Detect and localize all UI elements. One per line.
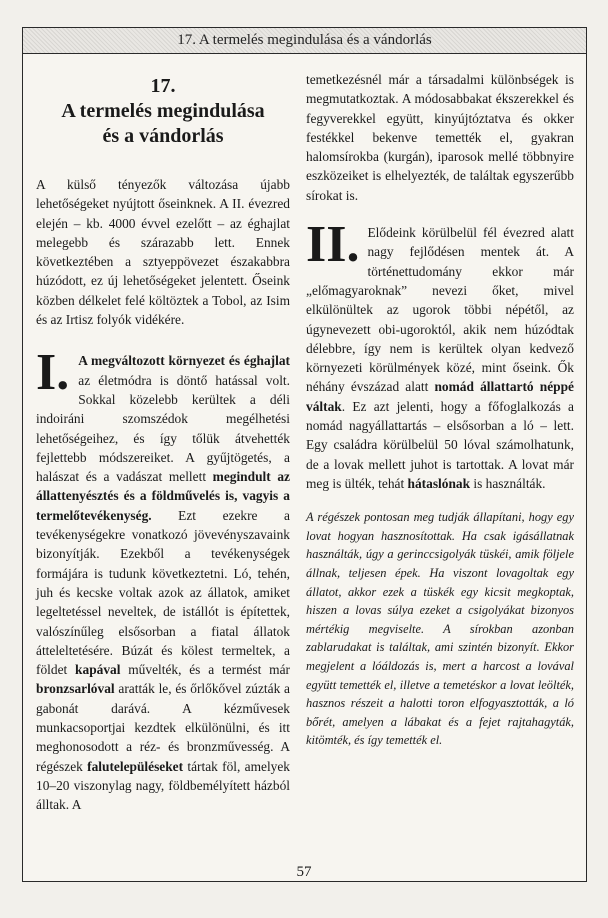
section-1-bold-2: megindult az állattenyésztés és a földművelés is, vagyis a termelőtevékenység. [36,469,290,523]
section-1-bold-4: bronzsarlóval [36,681,115,697]
section-1-text-6: tártak föl, amelyek 10–20 viszonylag nagy, földbemélyített házból álltak. A [36,758,290,813]
section-2-bold-1: nomád állattartó néppé váltak [306,379,574,414]
page-number: 57 [296,864,312,880]
chapter-title-line1: A termelés megindulása [61,100,265,122]
section-1-bold-1: A megváltozott környezet és éghajlat [78,353,290,369]
section-2-text-2: . Ez azt jelenti, hogy a főfoglalkozás a nomád nagyállattartás – elsősorban a ló – lett. Egy családra körülbelül 50 lóval számolhatunk, de a lovak mellett juhot is tartottak. A lovat már meg is ülték, tehát [306,398,574,491]
section-1-bold-3: kapával [75,662,121,678]
section-1-bold-5: falutelepüléseket [87,758,184,774]
intro-paragraph: A külső tényezők változása újabb lehetőségeket nyújtott őseinknek. A II. évezred elején – kb. 4000 évvel ezelőtt – az éghajlat melegebb és szárazabb lett. Ennek következtében a sztyeppövezet északabbra húzódott, ez új lehetőségeket jelentett. Őseink közben délkelet felé költöztek a Tobol, az Isim és az Irtisz folyók vidékére. [36,177,290,328]
right-top-paragraph: temetkezésnél már a társadalmi különbségek is megmutatkoztak. A módosabbakat ékszerekkel és fegyverekkel együtt, kinyújtóztatva és okker festékkel bekenve temették el, gyakran halomsírokba (kurgán), iparosok mellé többnyire eszközeiket is elhelyezték, de találtak egyszerűbb sírokat is. [306,72,574,203]
section-1-numeral: I. [36,344,70,402]
section-2-numeral: II. [306,216,360,274]
section-2-text-3: is használták. [470,475,546,491]
section-1-paragraph [36,344,290,814]
left-column [36,66,290,815]
running-header: 17. A termelés megindulása és a vándorlás [23,28,586,54]
section-1-text-3: Ezt ezekre a tevékenységekre vonatkozó jövevényszavaink bizonyítják. Ezekből a tevékenységek formájára is tudunk következtetni. Ló, tehén, juh és kecske voltak azok az állatok, amiket legeltetéssel neveltek, de istállót is építettek, valószínűleg elsősorban a fiatal állatok átteleltetésére. Búzát és kölest termeltek, a földet [36,507,290,678]
section-2-bold-2: hátaslónak [407,475,471,491]
section-1-text-4: művelték, és a termést már [120,662,290,678]
section-1-text-5: aratták le, és őrlőkővel zúzták a gabonát darává. A kézművesek munkacsoportjai kezdtek elkülönülni, és itt meghonosodott a réz- és bronzművesség. A régészek [36,681,290,774]
page-frame [22,27,587,882]
italic-note: A régészek pontosan meg tudják állapítani, hogy egy lovat hogyan hasznosítottak. Ha csak igásállatnak használták, úgy a gerinccsigolyák tüskéi, amik följele állnak, teljesen épek. Ha viszont lovagoltak egy állatot, akkor ezek a tüskék egy kicsit megkoptak, hiszen a lovas súlya ezeket a csigolyákat bizonyos mértékig megviselte. A sírokban azonban zablarudakat is találtak, ami szintén bizonyít. Ekkor megjelent a lóáldozás is, mert a harcost a lovával együtt temették el, illetve a temetéskor a lovat leölték, hasznos részeit a halotti toron elfogyasztották, a ló bőrét, amelyen a lábakat és a fejet rajtahagyták, kitömték, és így temették el. [306,510,574,748]
section-1-text-2: az életmódra is döntő hatással volt. Sokkal közelebb kerültek a déli indoiráni szomszédok megélhetési lehetőségeihez, és így tőlük átvehették fejlettebb módszereiket. A gyűjtögetés, a halászat és a vadászat mellett [36,372,290,485]
section-2-paragraph [306,216,574,493]
chapter-number: 17. [150,75,176,97]
chapter-title [36,74,290,149]
chapter-title-line2: és a vándorlás [102,125,224,147]
right-column [306,70,574,750]
section-2-text-1: Elődeink körülbelül fél évezred alatt nagy fejlődésen mentek át. A történettudomány ekkor már „előmagyaroknak” nevezi őket, mivel elkülönültek az ugorok többi népétől, az úgynevezett obi-ugoroktól, akik nem húzódtak délebbre, így nem is kerültek olyan kedvező környezeti körülmények közé, mint őseink. Ők néhány évszázad alatt [306,225,574,395]
